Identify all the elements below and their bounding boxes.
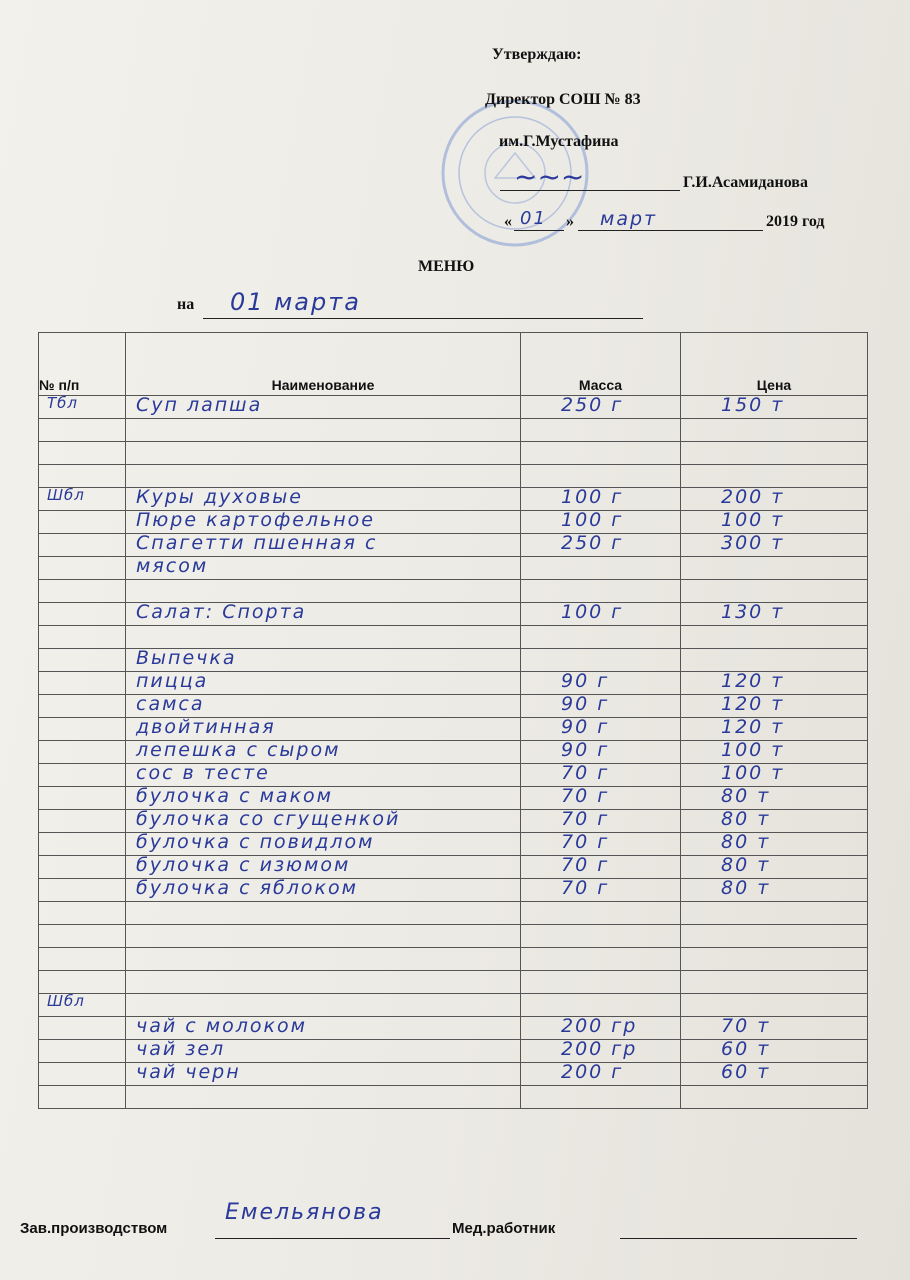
- table-row: [39, 534, 868, 557]
- table-cell: [39, 465, 126, 488]
- table-cell: [39, 534, 126, 557]
- table-cell: [39, 971, 126, 994]
- dish-name: Пюре картофельное: [136, 509, 375, 531]
- table-cell: [126, 833, 521, 856]
- table-cell: [126, 603, 521, 626]
- table-cell: [39, 1063, 126, 1086]
- table-cell: [521, 534, 681, 557]
- approval-position: Директор СОШ № 83: [485, 91, 641, 108]
- table-cell: [521, 1017, 681, 1040]
- table-cell: [126, 741, 521, 764]
- table-cell: [521, 856, 681, 879]
- date-value-line: [203, 318, 643, 319]
- table-cell: [39, 672, 126, 695]
- table-cell: [681, 626, 868, 649]
- table-cell: [39, 649, 126, 672]
- date-label: на: [177, 296, 195, 313]
- table-cell: [521, 810, 681, 833]
- table-cell: [681, 787, 868, 810]
- table-cell: [39, 419, 126, 442]
- table-cell: [681, 465, 868, 488]
- table-cell: [39, 626, 126, 649]
- menu-table: [38, 332, 868, 1109]
- table-row: [39, 1040, 868, 1063]
- dish-price: 80 т: [721, 831, 771, 853]
- table-row: [39, 580, 868, 603]
- table-cell: [681, 741, 868, 764]
- table-cell: [521, 741, 681, 764]
- dish-mass: 70 г: [561, 762, 610, 784]
- dish-name: Суп лапша: [136, 394, 263, 416]
- table-cell: [126, 1086, 521, 1109]
- table-cell: [521, 672, 681, 695]
- table-row: [39, 810, 868, 833]
- table-cell: [126, 971, 521, 994]
- dish-price: 130 т: [721, 601, 785, 623]
- table-cell: [126, 465, 521, 488]
- table-cell: [126, 557, 521, 580]
- dish-price: 80 т: [721, 808, 771, 830]
- production-signature: Емельянова: [225, 1200, 384, 1225]
- table-cell: [681, 580, 868, 603]
- table-cell: [681, 879, 868, 902]
- table-cell: [521, 971, 681, 994]
- dish-price: 120 т: [721, 670, 785, 692]
- dish-price: 100 т: [721, 739, 785, 761]
- approval-school: им.Г.Мустафина: [499, 133, 619, 150]
- table-row: [39, 971, 868, 994]
- table-row: [39, 833, 868, 856]
- table-cell: [681, 810, 868, 833]
- dish-mass: 70 г: [561, 831, 610, 853]
- table-cell: [126, 856, 521, 879]
- date-close-quote: »: [566, 213, 574, 230]
- table-row: [39, 1017, 868, 1040]
- table-cell: [521, 488, 681, 511]
- table-cell: [39, 695, 126, 718]
- table-cell: [39, 1017, 126, 1040]
- dish-name: мясом: [136, 555, 209, 577]
- director-signature: ~~~: [514, 160, 585, 193]
- table-cell: [521, 603, 681, 626]
- table-row: [39, 879, 868, 902]
- table-row: [39, 465, 868, 488]
- table-cell: [681, 1063, 868, 1086]
- table-cell: [521, 419, 681, 442]
- table-cell: [681, 994, 868, 1017]
- table-cell: [521, 925, 681, 948]
- date-open-quote: «: [504, 213, 512, 230]
- table-row: [39, 442, 868, 465]
- table-cell: [681, 442, 868, 465]
- table-cell: [126, 787, 521, 810]
- table-row: [39, 419, 868, 442]
- table-cell: [681, 488, 868, 511]
- table-row: [39, 902, 868, 925]
- approval-heading: Утверждаю:: [492, 46, 582, 63]
- date-day-line: [514, 230, 564, 231]
- table-cell: [126, 695, 521, 718]
- table-cell: [681, 925, 868, 948]
- table-cell: [521, 511, 681, 534]
- production-signature-line: [215, 1238, 450, 1239]
- table-cell: [681, 695, 868, 718]
- table-cell: [126, 764, 521, 787]
- dish-mass: 90 г: [561, 739, 610, 761]
- dish-name: пицца: [136, 670, 209, 692]
- date-month-line: [578, 230, 763, 231]
- table-cell: [681, 396, 868, 419]
- row-number: Шбл: [47, 992, 85, 1010]
- approval-year: 2019 год: [766, 213, 825, 230]
- table-cell: [126, 879, 521, 902]
- row-number: Тбл: [47, 394, 79, 412]
- dish-name: булочка с изюмом: [136, 854, 351, 876]
- table-cell: [126, 718, 521, 741]
- dish-name: Куры духовые: [136, 486, 303, 508]
- table-cell: [39, 396, 126, 419]
- table-cell: [521, 1063, 681, 1086]
- table-row: [39, 994, 868, 1017]
- table-row: [39, 695, 868, 718]
- table-cell: [126, 488, 521, 511]
- table-cell: [521, 557, 681, 580]
- table-cell: [39, 925, 126, 948]
- dish-mass: 70 г: [561, 785, 610, 807]
- table-cell: [521, 465, 681, 488]
- table-cell: [521, 718, 681, 741]
- dish-mass: 200 гр: [561, 1038, 638, 1060]
- table-cell: [681, 971, 868, 994]
- table-cell: [521, 442, 681, 465]
- row-number: Шбл: [47, 486, 85, 504]
- table-row: [39, 649, 868, 672]
- dish-price: 120 т: [721, 693, 785, 715]
- table-row: [39, 787, 868, 810]
- dish-mass: 100 г: [561, 486, 624, 508]
- dish-price: 60 т: [721, 1061, 771, 1083]
- table-cell: [681, 902, 868, 925]
- dish-price: 60 т: [721, 1038, 771, 1060]
- dish-price: 80 т: [721, 785, 771, 807]
- table-row: [39, 718, 868, 741]
- table-cell: [126, 1017, 521, 1040]
- table-cell: [126, 1063, 521, 1086]
- table-cell: [681, 1086, 868, 1109]
- table-row: [39, 856, 868, 879]
- header-mass: Масса: [521, 333, 681, 396]
- dish-mass: 200 гр: [561, 1015, 638, 1037]
- table-cell: [681, 718, 868, 741]
- medic-signature-line: [620, 1238, 857, 1239]
- table-cell: [681, 1017, 868, 1040]
- dish-mass: 70 г: [561, 877, 610, 899]
- dish-price: 80 т: [721, 854, 771, 876]
- table-cell: [681, 764, 868, 787]
- table-cell: [681, 1040, 868, 1063]
- table-cell: [39, 1086, 126, 1109]
- table-cell: [681, 419, 868, 442]
- date-month-handwritten: март: [600, 208, 658, 230]
- dish-name: самса: [136, 693, 205, 715]
- table-cell: [126, 902, 521, 925]
- table-row: [39, 511, 868, 534]
- dish-price: 300 т: [721, 532, 785, 554]
- table-cell: [39, 856, 126, 879]
- dish-name: Салат: Спорта: [136, 601, 307, 623]
- dish-mass: 70 г: [561, 808, 610, 830]
- table-cell: [126, 649, 521, 672]
- table-cell: [521, 787, 681, 810]
- table-cell: [681, 672, 868, 695]
- date-value-handwritten: 01 марта: [230, 288, 361, 316]
- table-row: [39, 603, 868, 626]
- table-cell: [126, 511, 521, 534]
- production-label: Зав.производством: [20, 1220, 168, 1237]
- approval-signer: Г.И.Асамиданова: [683, 174, 808, 191]
- dish-mass: 100 г: [561, 509, 624, 531]
- table-row: [39, 626, 868, 649]
- table-cell: [39, 511, 126, 534]
- table-cell: [39, 994, 126, 1017]
- table-cell: [681, 948, 868, 971]
- table-cell: [126, 672, 521, 695]
- dish-mass: 70 г: [561, 854, 610, 876]
- dish-price: 100 т: [721, 762, 785, 784]
- table-cell: [521, 833, 681, 856]
- table-cell: [39, 948, 126, 971]
- table-cell: [39, 764, 126, 787]
- dish-mass: 90 г: [561, 670, 610, 692]
- table-cell: [126, 442, 521, 465]
- table-cell: [521, 948, 681, 971]
- table-cell: [39, 879, 126, 902]
- table-cell: [126, 810, 521, 833]
- table-cell: [39, 787, 126, 810]
- table-cell: [521, 649, 681, 672]
- table-cell: [521, 695, 681, 718]
- header-price: Цена: [681, 333, 868, 396]
- menu-table-header: [39, 333, 868, 396]
- dish-mass: 200 г: [561, 1061, 624, 1083]
- dish-name: двойтинная: [136, 716, 276, 738]
- table-cell: [39, 1040, 126, 1063]
- table-cell: [126, 419, 521, 442]
- dish-name: булочка с яблоком: [136, 877, 358, 899]
- dish-mass: 250 г: [561, 394, 624, 416]
- dish-mass: 90 г: [561, 693, 610, 715]
- table-cell: [681, 603, 868, 626]
- table-cell: [681, 534, 868, 557]
- table-cell: [681, 856, 868, 879]
- table-cell: [521, 1040, 681, 1063]
- table-row: [39, 764, 868, 787]
- table-cell: [681, 649, 868, 672]
- dish-name: булочка со сгущенкой: [136, 808, 401, 830]
- table-cell: [521, 879, 681, 902]
- dish-name: лепешка с сыром: [136, 739, 341, 761]
- table-row: [39, 1063, 868, 1086]
- table-cell: [126, 1040, 521, 1063]
- table-cell: [39, 718, 126, 741]
- table-cell: [126, 626, 521, 649]
- table-cell: [521, 902, 681, 925]
- dish-price: 120 т: [721, 716, 785, 738]
- dish-mass: 90 г: [561, 716, 610, 738]
- dish-name: Выпечка: [136, 647, 237, 669]
- table-row: [39, 672, 868, 695]
- table-cell: [126, 580, 521, 603]
- header-name: Наименование: [126, 333, 521, 396]
- table-cell: [39, 741, 126, 764]
- menu-table-body: [39, 396, 868, 1109]
- dish-name: Спагетти пшенная с: [136, 532, 378, 554]
- table-cell: [39, 580, 126, 603]
- table-cell: [39, 902, 126, 925]
- table-cell: [521, 994, 681, 1017]
- dish-name: чай с молоком: [136, 1015, 307, 1037]
- table-cell: [521, 1086, 681, 1109]
- dish-name: сос в тесте: [136, 762, 270, 784]
- table-cell: [126, 534, 521, 557]
- dish-mass: 250 г: [561, 532, 624, 554]
- table-cell: [681, 557, 868, 580]
- table-cell: [681, 833, 868, 856]
- table-cell: [126, 396, 521, 419]
- table-cell: [521, 764, 681, 787]
- table-cell: [126, 925, 521, 948]
- table-row: [39, 557, 868, 580]
- dish-price: 200 т: [721, 486, 785, 508]
- table-cell: [39, 833, 126, 856]
- table-cell: [126, 994, 521, 1017]
- dish-price: 100 т: [721, 509, 785, 531]
- dish-name: чай зел: [136, 1038, 226, 1060]
- page-title: МЕНЮ: [418, 258, 475, 275]
- table-cell: [39, 557, 126, 580]
- table-cell: [39, 488, 126, 511]
- medic-label: Мед.работник: [452, 1220, 556, 1237]
- table-cell: [39, 810, 126, 833]
- dish-price: 80 т: [721, 877, 771, 899]
- table-row: [39, 488, 868, 511]
- table-row: [39, 1086, 868, 1109]
- table-cell: [39, 442, 126, 465]
- dish-name: чай черн: [136, 1061, 241, 1083]
- header-number: № п/п: [39, 333, 126, 396]
- table-cell: [521, 396, 681, 419]
- dish-name: булочка с повидлом: [136, 831, 375, 853]
- dish-name: булочка с маком: [136, 785, 334, 807]
- table-row: [39, 741, 868, 764]
- table-row: [39, 396, 868, 419]
- table-cell: [521, 580, 681, 603]
- table-row: [39, 948, 868, 971]
- table-cell: [39, 603, 126, 626]
- dish-price: 70 т: [721, 1015, 771, 1037]
- dish-mass: 100 г: [561, 601, 624, 623]
- dish-price: 150 т: [721, 394, 785, 416]
- table-cell: [126, 948, 521, 971]
- date-day-handwritten: 01: [520, 208, 547, 229]
- table-row: [39, 925, 868, 948]
- table-cell: [681, 511, 868, 534]
- table-cell: [521, 626, 681, 649]
